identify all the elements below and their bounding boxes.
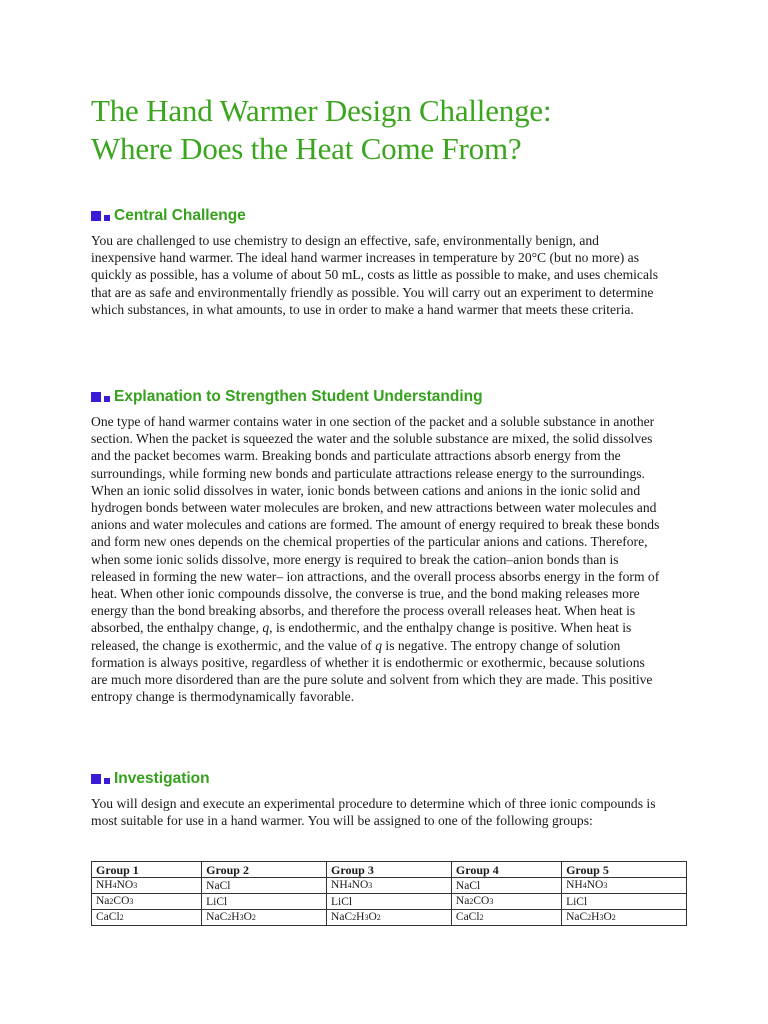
table-cell: [202, 894, 327, 910]
formula-text: Na: [96, 895, 110, 907]
square-bullet-icon: [91, 774, 101, 784]
square-bullet-icon: [104, 215, 110, 221]
table-header-cell: Group 2: [202, 862, 327, 878]
formula-subscript: 2: [611, 913, 616, 922]
formula-text: H: [231, 911, 240, 923]
formula-subscript: 3: [364, 913, 369, 922]
central-challenge-paragraph: You are challenged to use chemistry to design an effective, safe, environmentally benign, and inexpensive hand warmer. The ideal hand warmer increases in temperature by 20°C (but no more) as quickly as possible, has a volume of about 50 mL, costs as little as possible to make, and uses chemicals that are as safe and environmentally friendly as possible. You will carry out an experiment to determine which substances, in what amounts, to use in order to make a hand warmer that meets these criteria.: [91, 233, 659, 317]
q-variable: q: [375, 637, 383, 653]
section-heading-explanation: [91, 387, 483, 407]
table-header-row: [92, 862, 687, 878]
formula-text: CaCl: [96, 911, 120, 923]
formula-text: NH: [331, 879, 348, 891]
formula-subscript: 2: [251, 913, 256, 922]
table-row: [92, 910, 687, 926]
formula-text: CO: [473, 895, 490, 907]
formula-subscript: 4: [347, 881, 352, 890]
formula-text: NaCl: [206, 879, 231, 892]
formula-subscript: 2: [119, 913, 124, 922]
investigation-paragraph: You will design and execute an experimental procedure to determine which of three ionic compounds is most suitable for use in a hand warmer. You will be assigned to one of the following groups:: [91, 796, 656, 829]
formula-text: LiCl: [566, 895, 588, 908]
title-line-2: Where Does the Heat Come From?: [91, 131, 522, 166]
formula-subscript: 2: [469, 897, 474, 906]
explanation-paragraph: [91, 413, 661, 705]
formula-subscript: 2: [587, 913, 592, 922]
formula-subscript: 2: [479, 913, 484, 922]
formula-text: NO: [351, 879, 369, 891]
table-cell: [562, 910, 687, 926]
table-cell: [202, 878, 327, 894]
table-cell: [92, 910, 202, 926]
square-bullet-icon: [104, 778, 110, 784]
square-bullet-icon: [104, 396, 110, 402]
title-line-1: The Hand Warmer Design Challenge:: [91, 93, 552, 128]
formula-subscript: 3: [599, 913, 604, 922]
formula-text: H: [591, 911, 600, 923]
table-cell: [451, 910, 561, 926]
table-cell: [92, 894, 202, 910]
formula-text: NaC: [331, 911, 353, 923]
formula-text: O: [368, 911, 377, 923]
table-cell: [562, 878, 687, 894]
formula-text: CO: [113, 895, 130, 907]
formula-text: O: [243, 911, 252, 923]
formula-subscript: 3: [603, 881, 608, 890]
formula-subscript: 2: [109, 897, 114, 906]
formula-subscript: 3: [368, 881, 373, 890]
formula-text: Na: [455, 895, 470, 907]
formula-text: NaC: [566, 911, 588, 923]
formula-subscript: 4: [112, 881, 117, 890]
formula-subscript: 3: [489, 897, 494, 906]
formula-text: NH: [96, 879, 113, 891]
table-cell: [451, 878, 561, 894]
formula-text: H: [356, 911, 365, 923]
formula-subscript: 3: [239, 913, 244, 922]
table-cell: [92, 878, 202, 894]
formula-text: NaC: [206, 911, 228, 923]
groups-table: [91, 861, 687, 926]
formula-text: NH: [566, 879, 583, 891]
formula-subscript: 3: [133, 881, 138, 890]
square-bullet-icon: [91, 392, 101, 402]
formula-text: NO: [116, 879, 134, 891]
table-cell: [562, 894, 687, 910]
formula-subscript: 2: [376, 913, 381, 922]
q-variable: q: [262, 620, 270, 636]
explanation-text-part: is negative. The entropy change of solution formation is always positive, regardless of whether it is endothermic or exothermic, because solutions are much more disordered than are the pure solute and solvent from which they are made. This positive entropy change is thermodynamically favorable.: [91, 637, 653, 705]
table-cell: [202, 910, 327, 926]
table-cell: [327, 878, 452, 894]
table-header-cell: Group 4: [451, 862, 561, 878]
formula-subscript: 3: [129, 897, 134, 906]
table-header-cell: Group 3: [327, 862, 452, 878]
table-cell: [327, 894, 452, 910]
square-bullet-icon: [91, 211, 101, 221]
formula-text: O: [603, 911, 612, 923]
table-header-cell: Group 1: [92, 862, 202, 878]
formula-subscript: 4: [582, 881, 587, 890]
table-cell: [327, 910, 452, 926]
section-heading-investigation: [91, 769, 210, 789]
table-row: [92, 894, 687, 910]
formula-subscript: 2: [352, 913, 357, 922]
section-heading-label: Explanation to Strengthen Student Understanding: [114, 388, 483, 405]
explanation-text-part: , is endothermic, and the enthalpy change is positive. When heat is released, the change is exothermic, and the value of: [91, 620, 632, 653]
formula-text: LiCl: [206, 895, 228, 908]
formula-text: NO: [586, 879, 604, 891]
document-title: [91, 92, 551, 168]
formula-subscript: 2: [227, 913, 232, 922]
formula-text: LiCl: [331, 895, 353, 908]
section-heading-label: Investigation: [114, 770, 210, 787]
explanation-text-part: One type of hand warmer contains water in one section of the packet and a soluble substance in another section. When the packet is squeezed the water and the soluble substance are mixed, the solid dissolves and the packet becomes warm. Breaking bonds and particulate attractions absorb energy from the surroundings, while forming new bonds and particulate attractions release energy to the surroundings. When an ionic solid dissolves in water, ionic bonds between cations and anions in the ionic solid and hydrogen bonds between water molecules are broken, and new attractions between water molecules and anions and water molecules and cations are formed. The amount of energy required to break these bonds and form new ones depends on the chemical properties of the particular anions and cations. Therefore, when some ionic solids dissolve, more energy is required to break the cation–anion bonds than is released in forming the new water– ion attractions, and the overall process absorbs energy in the form of heat. When other ionic compounds dissolve, the converse is true, and the bond making releases more energy than the bond breaking absorbs, and therefore the process overall releases heat. When heat is absorbed, the enthalpy change,: [91, 414, 660, 636]
section-heading-central-challenge: [91, 206, 246, 226]
table-row: [92, 878, 687, 894]
table-cell: [451, 894, 561, 910]
table-header-cell: Group 5: [562, 862, 687, 878]
formula-text: NaCl: [455, 879, 481, 892]
section-heading-label: Central Challenge: [114, 207, 246, 224]
formula-text: CaCl: [455, 911, 480, 923]
